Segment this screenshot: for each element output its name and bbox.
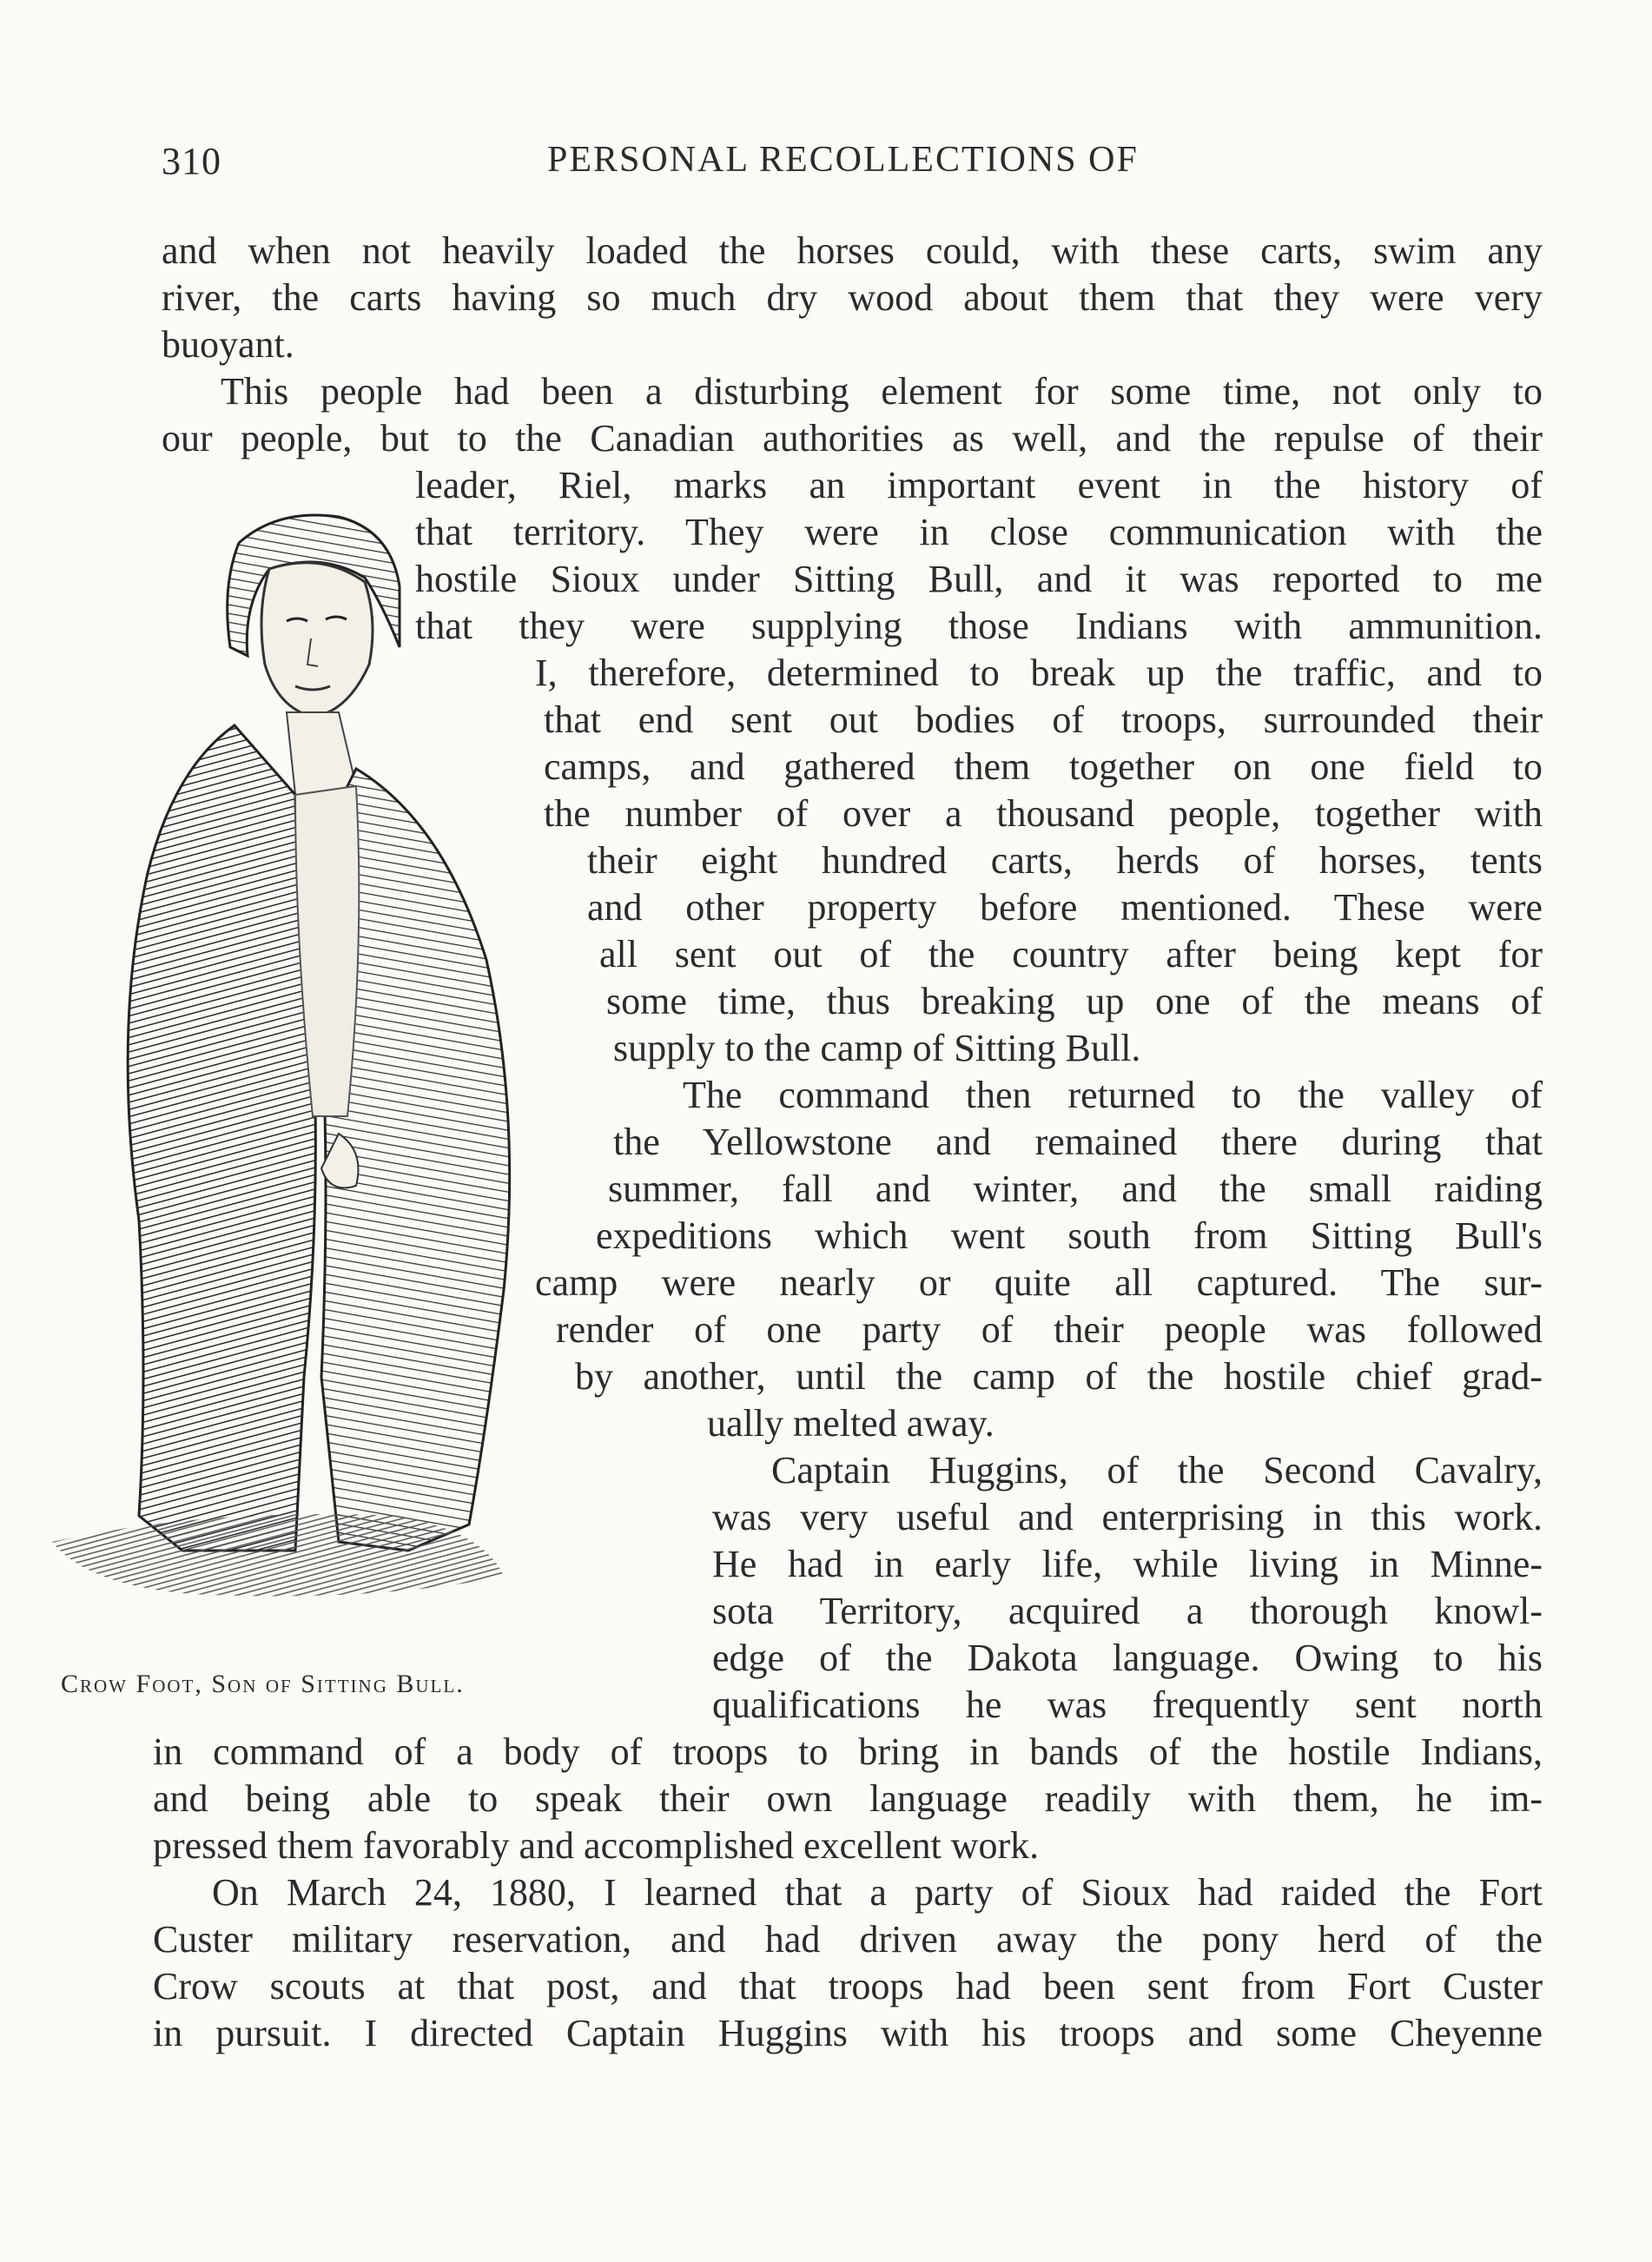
portrait-illustration [35,508,677,1646]
text-line: all sent out of the country after being kept for [599,933,1543,976]
text-line: river, the carts having so much dry wood about them that they were very [162,276,1543,319]
text-line: edge of the Dakota language. Owing to his [712,1637,1543,1679]
text-line: and being able to speak their own language readily with them, he im- [153,1777,1543,1820]
text-line: that end sent out bodies of troops, surrounded their [544,698,1543,741]
text-line: ually melted away. [707,1402,995,1445]
text-line: that territory. They were in close communication with the [415,511,1543,553]
text-line: On March 24, 1880, I learned that a party of Sioux had raided the Fort [212,1871,1543,1914]
page-number: 310 [162,140,221,182]
text-line: the number of over a thousand people, together with [544,792,1543,835]
text-line: Custer military reservation, and had driven away the pony herd of the [153,1918,1543,1961]
text-line: our people, but to the Canadian authorities as well, and the repulse of their [162,417,1543,460]
text-line: was very useful and enterprising in this work. [712,1496,1543,1538]
text-line: camps, and gathered them together on one field to [544,745,1543,788]
running-title: PERSONAL RECOLLECTIONS OF [547,140,1139,180]
text-line: Captain Huggins, of the Second Cavalry, [771,1449,1543,1491]
page-header [0,139,1652,191]
text-line: hostile Sioux under Sitting Bull, and it was reported to me [415,558,1543,600]
text-line: the Yellowstone and remained there during that [613,1121,1543,1163]
text-line: I, therefore, determined to break up the traffic, and to [535,651,1543,694]
text-line: This people had been a disturbing element for some time, not only to [221,370,1543,413]
text-line: render of one party of their people was followed [556,1308,1543,1351]
text-line: and when not heavily loaded the horses could, with these carts, swim any [162,229,1543,272]
text-line: and other property before mentioned. These were [587,886,1543,929]
text-line: summer, fall and winter, and the small raiding [608,1167,1543,1210]
text-line: that they were supplying those Indians with ammunition. [415,605,1543,647]
text-line: sota Territory, acquired a thorough knowl- [712,1590,1543,1632]
text-line: camp were nearly or quite all captured. The sur- [535,1261,1543,1304]
text-line: in pursuit. I directed Captain Huggins with his troops and some Cheyenne [153,2012,1543,2054]
text-line: by another, until the camp of the hostile chief grad- [575,1355,1543,1398]
text-line: He had in early life, while living in Minne- [712,1543,1543,1585]
text-line: leader, Riel, marks an important event in the history of [415,464,1543,506]
text-line: buoyant. [162,323,294,366]
text-line: pressed them favorably and accomplished excellent work. [153,1824,1040,1867]
text-line: Crow scouts at that post, and that troops had been sent from Fort Custer [153,1965,1543,2007]
text-line: some time, thus breaking up one of the means of [606,980,1543,1022]
text-line: expeditions which went south from Sitting Bull's [596,1214,1543,1257]
text-line: their eight hundred carts, herds of horses, tents [587,839,1543,882]
text-line: qualifications he was frequently sent north [712,1683,1543,1726]
figure-caption: Crow Foot, Son of Sitting Bull. [61,1670,465,1698]
text-line: supply to the camp of Sitting Bull. [613,1027,1141,1069]
text-line: The command then returned to the valley of [683,1074,1543,1116]
text-line: in command of a body of troops to bring in bands of the hostile Indians, [153,1730,1543,1773]
